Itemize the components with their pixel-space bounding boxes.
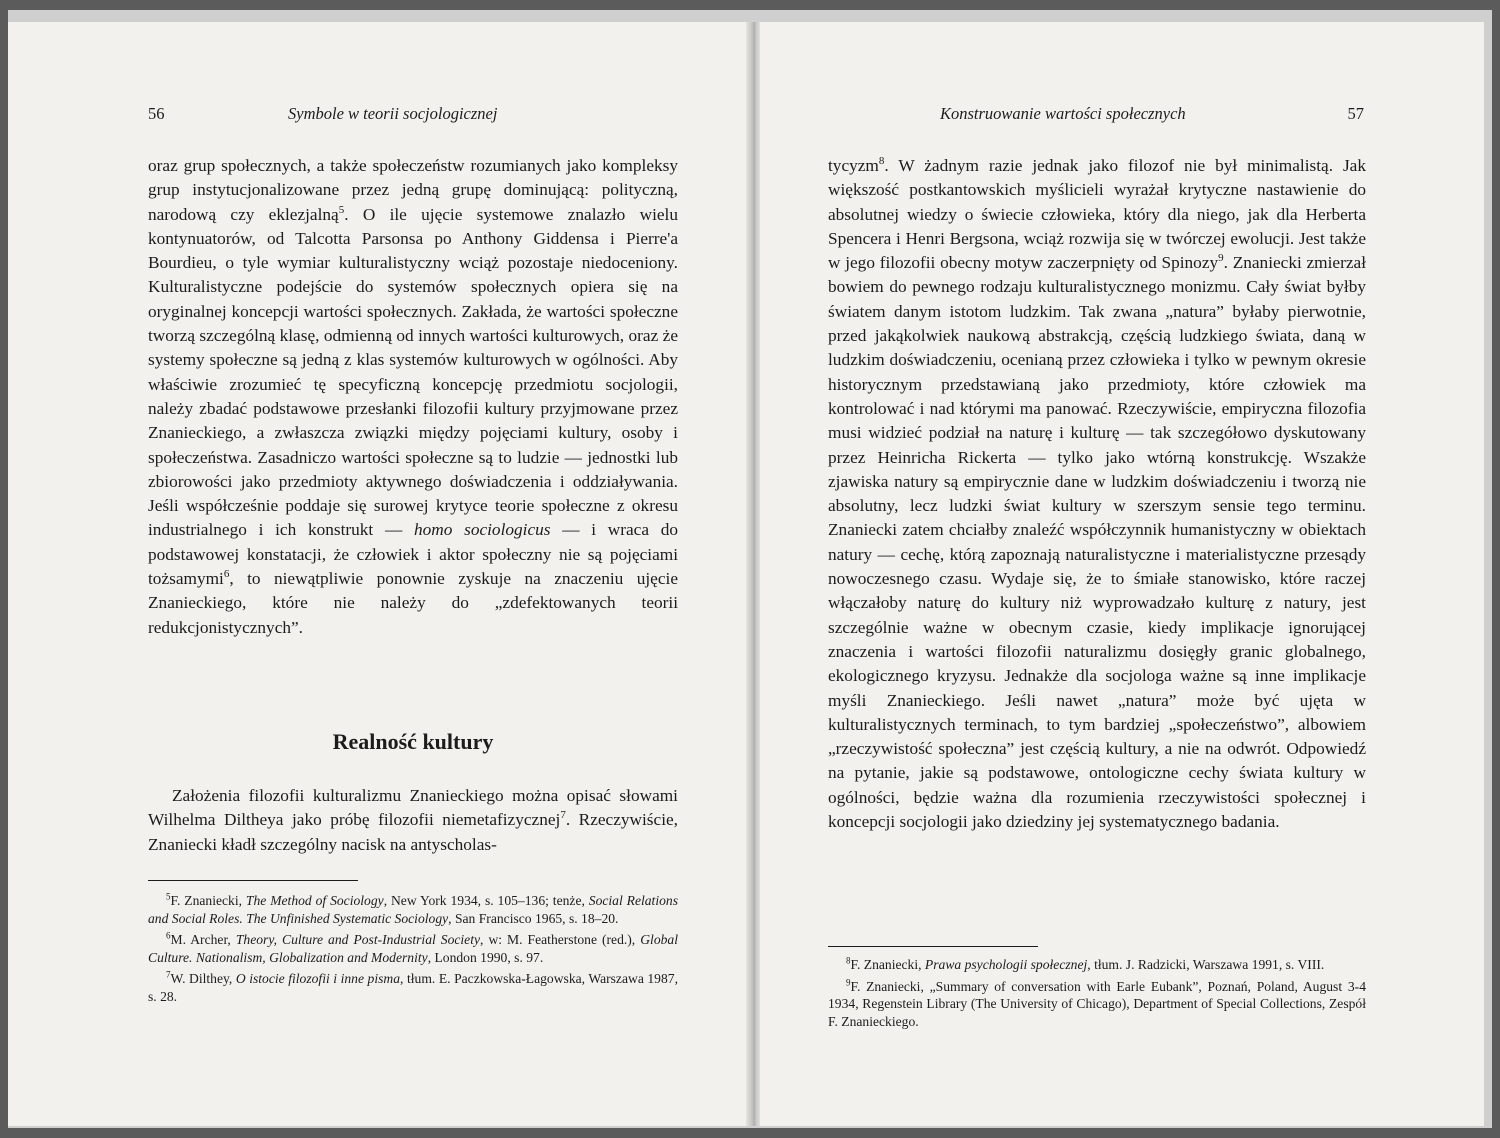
page-number: 57 <box>1347 104 1364 123</box>
footnote-separator <box>148 880 358 881</box>
footnote: $^6$M. Archer, Theory, Culture and Post-Industrial Society, w: M. Featherstone (red.), Global Culture. Nationalism, Globalization and Modernity, London 1990, s. 97. <box>148 930 678 965</box>
footnote: $^5$F. Znaniecki, The Method of Sociology, New York 1934, s. 105–136; tenże, Social Relations and Social Roles. The Unfinished Systematic Sociology, San Francisco 1965, s. 18–20. <box>148 891 678 926</box>
running-title: Symbole w teorii socjologicznej <box>288 104 498 123</box>
left-footnotes <box>148 892 678 1010</box>
footnote: $^7$W. Dilthey, O istocie filozofii i inne pisma, tłum. E. Paczkowska-Łagowska, Warszawa 1987, s. 28. <box>148 969 678 1004</box>
left-body-text <box>148 154 678 640</box>
footnote: $^8$F. Znaniecki, Prawa psychologii społecznej, tłum. J. Radzicki, Warszawa 1991, s. VIII. <box>846 955 1325 972</box>
footnote-separator <box>828 946 1038 947</box>
section-heading: Realność kultury <box>332 729 494 754</box>
paragraph: tycyzm$^8$. W żadnym razie jednak jako filozof nie był minimalistą. Jak większość postkantowskich myślicieli wyrażał krytyczne nastawienie do absolutnej wiedzy o świecie człowieka, który dla niego, jak dla Herberta Spencera i Henri Bergsona, wciąż rozwija się w twórczej ewolucji. Jest także w jego filozofii obecny motyw zaczerpnięty od Spinozy$^9$. Znaniecki zmierzał bowiem do pewnego rodzaju kulturalistycznego monizmu. Cały świat byłby światem danym istotom ludzkim. Tak zwana „natura” byłaby pierwotnie, przed jakąkolwiek naukową abstrakcją, częścią ludzkiego świata, daną w ludzkim doświadczeniu, ocenianą przez człowieka i tylko w pewnym okresie historycznym przedstawianą jako przedmioty, które człowiek ma kontrolować i nad którymi ma panować. Rzeczywiście, empiryczna filozofia musi widzieć podział na naturę i kulturę — tak szczegółowo dyskutowany przez Heinricha Rickerta — tylko jako wtórną konstrukcję. Wszakże zjawiska natury są empirycznie dane w ludzkim doświadczeniu i tworzą nie absolutny, lecz ludzki świat kultury w szerszym sensie tego terminu. Znaniecki zatem chciałby znaleźć współczynnik humanistyczny w obiektach natury — cechę, którą zapoznają naturalistyczne i materialistyczne przesądy nowoczesnego czasu. Wydaje się, że to śmiałe stanowisko, które raczej włączałoby naturę do kultury niż wyprowadzało kulturę z natury, jest szczególnie ważne w obecnym czasie, kiedy implikacje ignorującej znaczenia i wartości filozofii naturalizmu dosięgły granic globalnego, ekologicznego kryzysu. Jednakże dla socjologa ważne są inne implikacje myśli Znanieckiego. Jeśli nawet „natura” może być ujęta w kulturalistycznych terminach, to tym bardziej „społeczeństwo”, albowiem „rzeczywistość społeczna” jest częścią kultury, a nie na odwrót. Odpowiedź na pytanie, jakie są podstawowe, ontologiczne cechy świata kultury w ogólności, będzie ważna dla rozumienia rzeczywistości społecznej i koncepcji socjologii jako dziedziny jej systematycznego badania. <box>828 155 1366 832</box>
footnote-ref[interactable]: 8 <box>878 155 885 168</box>
right-footnotes <box>828 956 1366 1034</box>
page-number: 56 <box>148 104 165 123</box>
left-body-text-2 <box>148 784 678 857</box>
footnote-ref[interactable]: 6 <box>223 568 230 581</box>
footnote-ref[interactable]: 9 <box>1218 252 1224 265</box>
left-page <box>8 22 748 1126</box>
right-body-text <box>828 154 1366 834</box>
paragraph: oraz grup społecznych, a także społeczeństw rozumianych jako kompleksy grup instytucjonalizowane przez jedną grupę dominującą: polityczną, narodową czy eklezjalną$^5$. O ile ujęcie systemowe znalazło wielu kontynuatorów, od Talcotta Parsonsa po Anthony Giddensa i Pierre'a Bourdieu, o tyle wymiar kulturalistyczny wciąż pozostaje niedoceniony. Kulturalistyczne podejście do systemów społecznych opiera się na oryginalnej koncepcji wartości społecznych. Zakłada, że wartości społeczne tworzą szczególną klasę, odmienną od innych wartości kulturowych, oraz że systemy społeczne są jedną z klas systemów kulturowych w ogólności. Aby właściwie zrozumieć tę specyficzną koncepcję przedmiotu socjologii, należy zbadać podstawowe przesłanki filozofii kultury przyjmowane przez Znanieckiego, a zwłaszcza związki między pojęciami kultury, osoby i społeczeństwa. Zasadniczo wartości społeczne są to ludzie — jednostki lub zbiorowości jako przedmioty aktywnego doświadczenia i oddziaływania. Jeśli współcześnie poddaje się surowej krytyce teorie społeczne z okresu industrialnego i ich konstrukt — homo sociologicus — i wraca do podstawowej konstatacji, że człowiek i aktor społeczny nie są pojęciami tożsamymi$^6$, to niewątpliwie ponownie zyskuje na znaczeniu ujęcie Znanieckiego, które nie należy do „zdefektowanych teorii redukcjonistycznych”. <box>148 156 679 637</box>
book-spread <box>8 10 1492 1128</box>
footnote-ref[interactable]: 7 <box>560 809 566 822</box>
running-title: Konstruowanie wartości społecznych <box>940 104 1186 123</box>
paragraph: Założenia filozofii kulturalizmu Znanieckiego można opisać słowami Wilhelma Diltheya jako próbę filozofii niemetafizycznej$^7$. Rzeczywiście, Znaniecki kładł szczególny nacisk na antyscholas- <box>148 786 678 854</box>
right-page <box>760 22 1484 1126</box>
footnote: $^9$F. Znaniecki, „Summary of conversation with Earle Eubank”, Poznań, Poland, August 3-4 1934, Regenstein Library (The University of Chicago), Department of Special Collections, Zespół F. Znanieckiego. <box>828 977 1366 1029</box>
footnote-ref[interactable]: 5 <box>338 203 345 216</box>
